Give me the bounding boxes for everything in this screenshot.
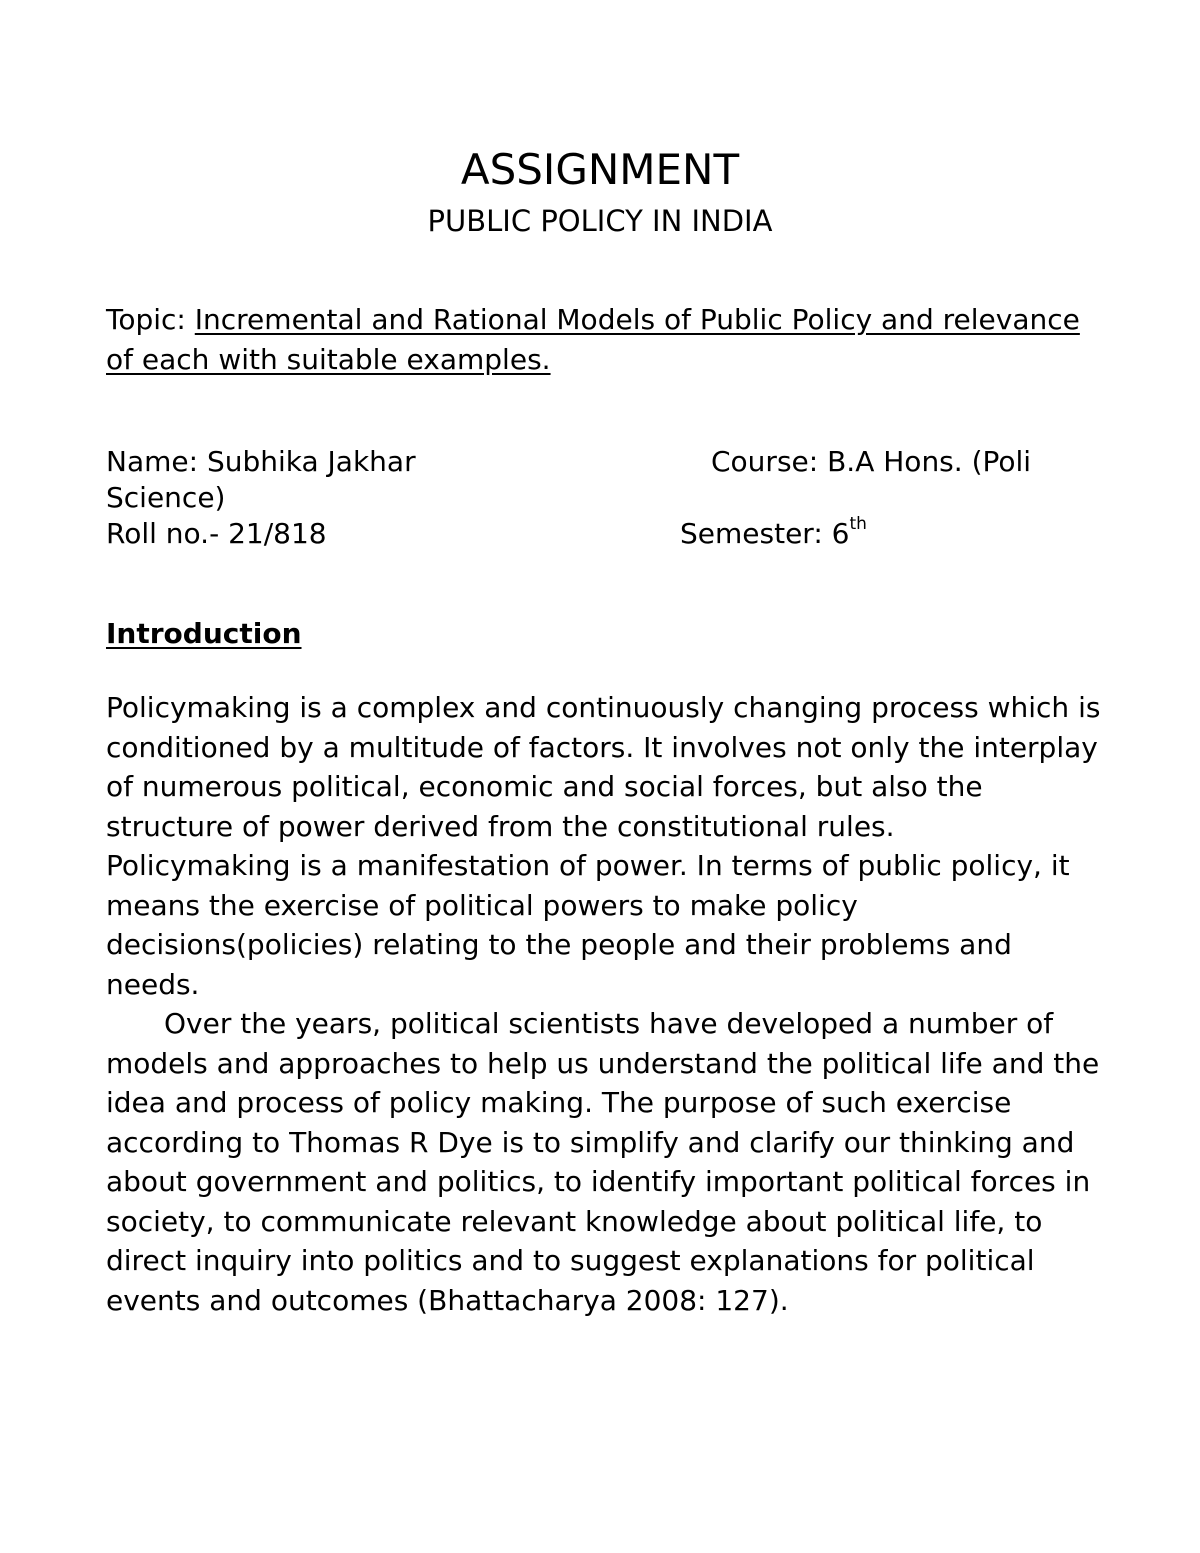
semester-info [680, 514, 867, 554]
course-info-continued: Science) [106, 481, 226, 514]
paragraph: Policymaking is a manifestation of power. In terms of public policy, it means the exercise of political powers to make policy decisions(policies) relating to the people and their problems and needs. [106, 849, 1070, 1001]
document-subtitle: PUBLIC POLICY IN INDIA [427, 204, 773, 238]
student-name: Name: Subhika Jakhar [106, 445, 416, 478]
document-title: ASSIGNMENT [460, 145, 740, 194]
topic-text: Incremental and Rational Models of Public Policy and relevance of each with suitable examples. [106, 303, 1080, 376]
semester-suffix: th [849, 513, 867, 534]
paragraph: Over the years, political scientists have developed a number of models and approaches to help us understand the political life and the idea and process of policy making. The purpose of such exercise according to Thomas R Dye is to simplify and clarify our thinking and about government and politics, to identify important political forces in society, to communicate relevant knowledge about political life, to direct inquiry into politics and to suggest explanations for political events and outcomes (Bhattacharya 2008: 127). [106, 1007, 1100, 1317]
section-heading-introduction: Introduction [106, 617, 302, 650]
introduction-body [106, 688, 1106, 1320]
topic-line [106, 300, 1106, 379]
paragraph: Policymaking is a complex and continuously changing process which is conditioned by a multitude of factors. It involves not only the interplay of numerous political, economic and social forces, but also the structure of power derived from the constitutional rules. [106, 691, 1101, 843]
topic-label: Topic: [106, 303, 195, 336]
roll-number: Roll no.- 21/818 [106, 517, 327, 550]
semester-label: Semester: 6 [680, 517, 850, 550]
course-info: Course: B.A Hons. (Poli [711, 445, 1032, 478]
